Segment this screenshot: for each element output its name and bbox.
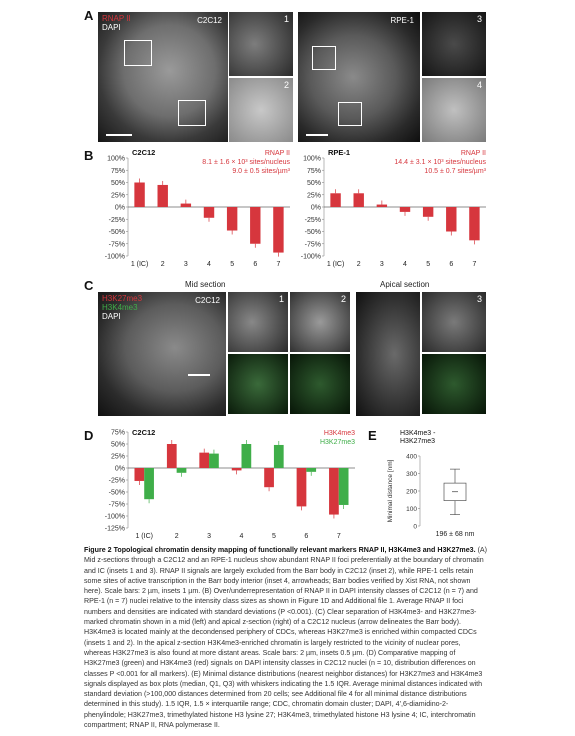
x-tick-label: 2 (174, 533, 179, 540)
x-tick-label: 1 (IC) (326, 261, 345, 268)
panel-label-d: D (84, 428, 94, 443)
y-tick-label: -100% (300, 253, 321, 261)
bar (144, 468, 154, 499)
cell-name-c: C2C12 (195, 296, 220, 305)
y-tick-label: 50% (110, 180, 125, 187)
x-tick-label: 7 (276, 261, 281, 268)
legend-h3k27: H3K27me3 (102, 294, 143, 303)
y-tick-label: 100 (406, 506, 417, 513)
scale-bar (106, 134, 132, 136)
legend-label: RNAP II (460, 150, 486, 157)
bar (423, 207, 433, 217)
y-tick-label: 25% (110, 453, 125, 461)
y-tick-label: -125% (104, 525, 125, 533)
bar (264, 468, 274, 487)
x-tick-label: 3 (379, 261, 384, 268)
scale-bar (306, 134, 328, 136)
annotation: 8.1 ± 1.6 × 10³ sites/nucleus (202, 159, 290, 166)
x-tick-label: 7 (336, 533, 341, 540)
y-tick-label: 25% (110, 192, 125, 200)
bar (377, 205, 387, 207)
bar (273, 207, 283, 253)
y-tick-label: 75% (306, 167, 321, 175)
bar (297, 468, 307, 506)
y-tick-label: 0% (310, 204, 321, 212)
x-tick-label: 1 (IC) (135, 533, 153, 540)
box-title: H3K27me3 (400, 438, 436, 445)
cell-name-c2c12: C2C12 (197, 16, 222, 25)
inset-number: 1 (283, 14, 289, 24)
bar (446, 207, 456, 232)
inset-1 (229, 12, 293, 76)
y-tick-label: 50% (110, 441, 125, 449)
y-tick-label: -25% (304, 216, 321, 224)
bar (177, 468, 187, 473)
scale-bar (188, 374, 210, 376)
y-tick-label: -50% (304, 229, 321, 236)
panel-label-e: E (368, 428, 377, 443)
inset-c2-bottom (290, 354, 350, 414)
x-tick-label: 6 (304, 533, 309, 540)
inset-c1-top (228, 292, 288, 352)
x-tick-label: 4 (403, 261, 407, 268)
x-tick-label: 4 (239, 533, 244, 540)
y-tick-label: -50% (108, 229, 125, 236)
inset-c3-top (422, 292, 486, 352)
y-tick-label: -75% (304, 241, 321, 249)
y-tick-label: 200 (406, 488, 417, 496)
y-tick-label: 25% (306, 192, 321, 200)
y-tick-label: 75% (110, 429, 125, 437)
legend-label: H3K27me3 (319, 439, 355, 446)
bar (306, 468, 316, 472)
legend-dapi: DAPI (102, 23, 121, 32)
bar (250, 207, 260, 244)
legend-label: H3K4me3 (323, 430, 355, 437)
y-tick-label: -75% (108, 241, 125, 249)
panel-label-a: A (84, 8, 94, 23)
y-tick-label: 0 (413, 523, 417, 531)
legend-rnap: RNAP II (102, 14, 131, 23)
cell-name-rpe1: RPE-1 (390, 16, 414, 25)
inset-number: 3 (476, 14, 482, 24)
y-tick-label: 0% (114, 204, 125, 212)
y-tick-label: 400 (406, 453, 417, 461)
bar (400, 207, 410, 212)
apical-section-title: Apical section (380, 280, 430, 289)
y-tick-label: 75% (110, 167, 125, 175)
inset-box (124, 40, 152, 66)
chart-b-rpe1 (292, 146, 492, 272)
bar (199, 453, 209, 468)
chart-title: RPE-1 (328, 148, 351, 157)
x-tick-label: 1 (IC) (130, 261, 149, 268)
y-tick-label: -25% (108, 216, 125, 224)
bar (134, 183, 144, 208)
mid-section-title: Mid section (185, 280, 226, 289)
annotation: 14.4 ± 3.1 × 10³ sites/nucleus (394, 159, 486, 166)
x-tick-label: 2 (356, 261, 361, 268)
x-tick-label: 6 (449, 261, 454, 268)
x-tick-label: 2 (160, 261, 165, 268)
inset-4 (422, 78, 486, 142)
micrograph-a-c2c12 (98, 12, 228, 142)
y-tick-label: -100% (104, 253, 125, 261)
micrograph-c-mid (98, 292, 226, 416)
chart-d (96, 426, 361, 542)
bar (167, 444, 177, 468)
x-tick-label: 3 (207, 533, 212, 540)
legend-label: RNAP II (264, 150, 290, 157)
legend-h3k4: H3K4me3 (102, 303, 138, 312)
chart-title: C2C12 (132, 428, 156, 437)
x-tick-label: 4 (207, 261, 211, 268)
x-tick-label: 5 (426, 261, 431, 268)
x-tick-label: 6 (253, 261, 258, 268)
micrograph-a-rpe1 (298, 12, 420, 142)
bar (158, 185, 168, 207)
y-tick-label: -50% (108, 489, 125, 497)
panel-label-b: B (84, 148, 94, 163)
legend-dapi-c: DAPI (102, 312, 121, 321)
annotation: 9.0 ± 0.5 sites/µm³ (232, 168, 290, 175)
inset-number: 2 (340, 294, 346, 304)
panel-label-c: C (84, 278, 94, 293)
bar (329, 468, 339, 515)
inset-3 (422, 12, 486, 76)
x-tick-label: 5 (271, 533, 276, 540)
inset-box (338, 102, 362, 126)
inset-c1-bottom (228, 354, 288, 414)
box-title: H3K4me3 - (400, 430, 436, 437)
bar (181, 204, 191, 207)
bar (274, 445, 284, 468)
x-tick-label: 7 (472, 261, 477, 268)
inset-number: 1 (278, 294, 284, 304)
y-tick-label: -25% (108, 477, 125, 485)
bar (339, 468, 349, 505)
bar (354, 193, 364, 207)
inset-c3-bottom (422, 354, 486, 414)
bar (227, 207, 237, 231)
micrograph-c-apical (356, 292, 420, 416)
y-tick-label: 100% (107, 155, 125, 163)
figure-caption (84, 545, 489, 730)
bar (134, 468, 144, 481)
x-tick-label: 5 (230, 261, 235, 268)
bar (242, 444, 252, 468)
inset-number: 2 (283, 80, 289, 90)
bar (469, 207, 479, 240)
y-tick-label: 0% (114, 465, 125, 473)
caption-title: Figure 2 Topological chromatin density mapping of functionally relevant markers RNAP II, H3K4me3 and H3K27me3. (84, 546, 476, 554)
y-tick-label: 50% (306, 180, 321, 187)
y-tick-label: -75% (108, 501, 125, 509)
inset-c2-top (290, 292, 350, 352)
bar (204, 207, 214, 218)
inset-number: 3 (476, 294, 482, 304)
box-annotation: 196 ± 68 nm (435, 531, 475, 538)
y-axis-label: Minimal distance [nm] (387, 459, 394, 523)
inset-box (178, 100, 206, 126)
inset-number: 4 (476, 80, 482, 90)
inset-box (312, 46, 336, 70)
annotation: 10.5 ± 0.7 sites/µm³ (424, 168, 486, 175)
chart-title: C2C12 (132, 148, 156, 157)
y-tick-label: 300 (406, 471, 417, 478)
chart-b-c2c12 (96, 146, 296, 272)
bar (330, 193, 340, 207)
y-tick-label: -100% (104, 513, 125, 521)
y-tick-label: 100% (303, 155, 321, 163)
bar (209, 454, 219, 468)
x-tick-label: 3 (183, 261, 188, 268)
inset-2 (229, 78, 293, 142)
bar (232, 468, 242, 470)
caption-body: (A) Mid z-sections through a C2C12 and an RPE-1 nucleus show abundant RNAP II foci preferentially at the boundary of chromatin and IC (insets 1 and 3). RNAP II signals are largely excluded from the Barr body in C2C12 (inset 2), while RPE-1 cells retain some sites of active transcription in the Barr body interior (inset 4, arrowheads; Barr bodies verified by Xist RNA, not shown here). Scale bars: 2 µm, insets 1 µm. (B) Over/underrepresentation of RNAP II in DAPI intensity classes of C2C12 (n = 7) and RPE-1 (n = 7) nuclei relative to the intensity class sizes as shown in Figure 1D and Additional file 1. Average RNAP II foci numbers and densities are indicated with standard deviations (P <0.001). (C) Clear separation of H3K4me3- and H3K27me3-marked chromatin shown in a mid (left) and apical z-section (right) of a C2C12 nucleus (arrow delineates the Barr body). H3K4me3 is located mainly at the decondensed periphery of CDCs, whereas H3K27me3 is enriched within compacted CDCs (insets 1 and 2). In the apical z-section H3K4me3-enriched chromatin is largely restricted to the vicinity of nuclear pores, whereas H3K27me3 is also found at more distant areas. Scale bars: 2 µm, insets 0.5 µm. (D) Comparative mapping of H3K27me3 (green) and H3K4me3 (red) signals on DAPI intensity classes in C2C12 nuclei (n = 10, distribution differences on classes P <0.001 for all markers). (E) Minimal distance distributions (nearest neighbor distances) for H3K27me3 and H3K4me3 signals displayed as box plots (median, Q1, Q3) with whiskers indicating the 1.5 IQR. Average minimal distances indicated with standard deviation (>100,000 distances determined from 20 cells; see Additional file 4 for all minimal distance distributions determined in this study). 1.5 IQR, 1.5 × interquartile range; CDC, chromatin domain cluster; DAPI, 4',6-diamidino-2-phenylindole; H3K27me3, trimethylated histone H3 lysine 27; H3K4me3, trimethylated histone H3 lysine 4; IC, interchromatin compartment; RNAP II, RNA polymerase II. (84, 546, 488, 730)
chart-e (380, 426, 490, 542)
